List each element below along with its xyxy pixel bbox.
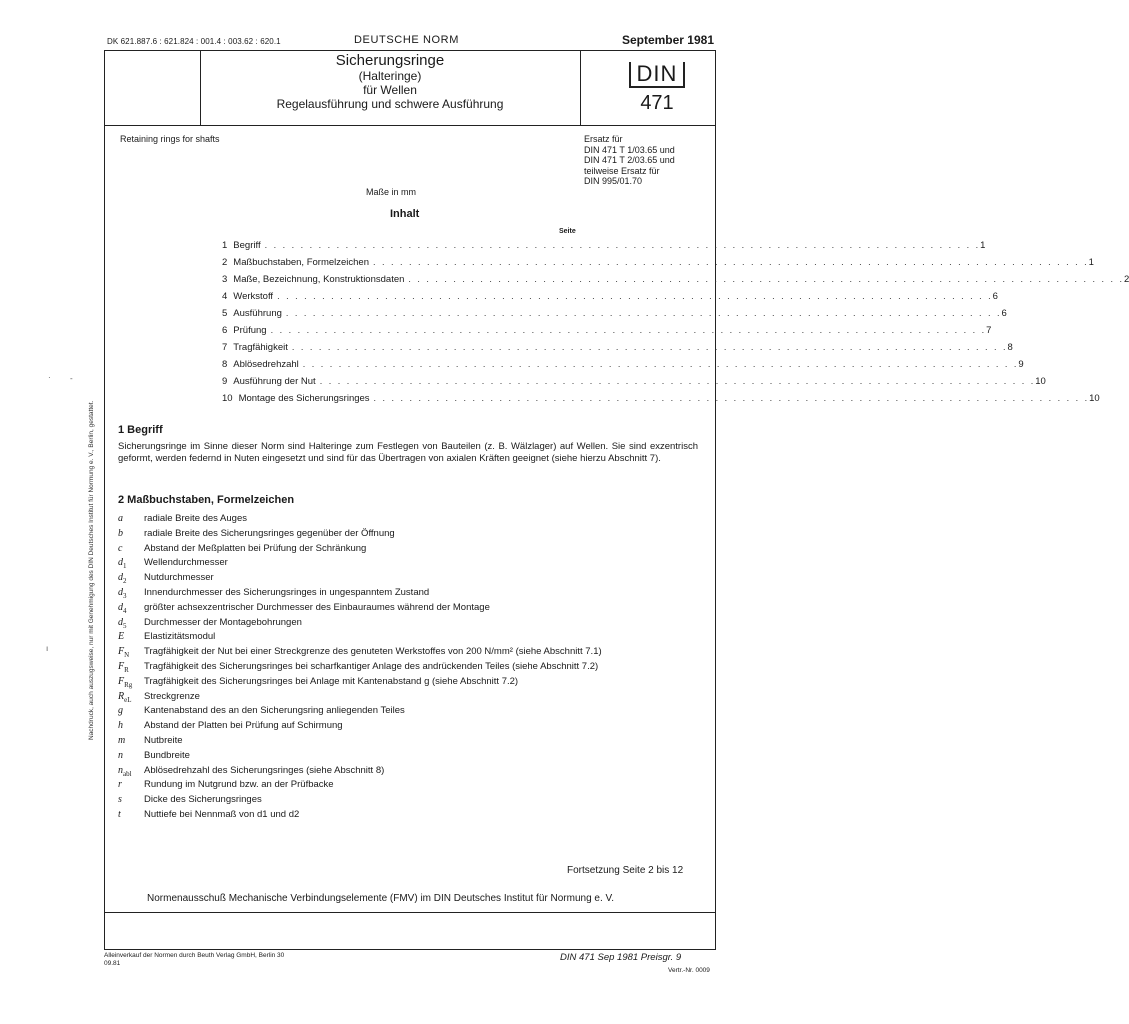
toc-label: Tragfähigkeit (233, 342, 288, 353)
toc-page: 2 (1123, 274, 1129, 285)
toc-number: 4 (222, 291, 228, 302)
toc-entry (222, 257, 1094, 274)
symbol: $d_2$ (118, 572, 127, 586)
toc-number: 10 (222, 393, 233, 404)
toc-page: 6 (1001, 308, 1007, 319)
symbol-entry (118, 617, 698, 632)
toc-page: 7 (986, 325, 992, 336)
symbol-entry (118, 543, 698, 558)
toc-entry (222, 274, 1129, 291)
symbol-entry (118, 557, 698, 572)
toc-number: 2 (222, 257, 228, 268)
continuation-note: Fortsetzung Seite 2 bis 12 (567, 865, 684, 876)
toc-entry (222, 240, 986, 257)
symbol-description: Nuttiefe bei Nennmaß von d1 und d2 (144, 808, 300, 820)
toc-page: 1 (1088, 257, 1094, 268)
publisher-note (104, 952, 284, 968)
table-of-contents (222, 240, 1129, 410)
symbol-description: Bundbreite (144, 749, 190, 761)
symbol-description: Streckgrenze (144, 690, 200, 702)
symbol: h (118, 720, 123, 732)
toc-leader: . . . . . . . . . . . . . . . . . . . . . . . . . . . . . . . . . . . . . . . . . . . . . . . . . . . . . . . . . . . . . . . . . . . . . . . . . . . . . . . . (264, 240, 981, 250)
toc-page: 9 (1018, 359, 1024, 370)
section-2-heading: 2 Maßbuchstaben, Formelzeichen (118, 494, 295, 506)
symbol-description: Wellendurchmesser (144, 557, 228, 569)
scan-mark: ı (46, 644, 49, 653)
symbol-entry (118, 735, 698, 750)
scan-mark: · (48, 373, 51, 382)
toc-label: Ablösedrehzahl (233, 359, 299, 370)
symbol-entry (118, 602, 698, 617)
toc-label: Ausführung (233, 308, 282, 319)
toc-label: Maße, Bezeichnung, Konstruktionsdaten (233, 274, 405, 285)
toc-label: Montage des Sicherungsringes (238, 393, 370, 404)
toc-label: Begriff (233, 240, 261, 251)
symbol: t (118, 808, 121, 820)
symbol-description: Ablösedrehzahl des Sicherungsringes (siehe Abschnitt 8) (144, 764, 385, 776)
replacement-line: DIN 471 T 2/03.65 und (584, 155, 675, 165)
toc-entry (222, 359, 1024, 376)
symbol-entry (118, 528, 698, 543)
symbol-entry (118, 750, 698, 765)
toc-number: 8 (222, 359, 228, 370)
contents-heading: Inhalt (390, 208, 420, 220)
replacement-line: DIN 995/01.70 (584, 176, 643, 186)
toc-leader: . . . . . . . . . . . . . . . . . . . . . . . . . . . . . . . . . . . . . . . . . . . . . . . . . . . . . . . . . . . . . . . . . . . . . . . . . . . . . . . . (408, 274, 1124, 284)
symbol-entry (118, 705, 698, 720)
replacement-line: teilweise Ersatz für (584, 165, 660, 176)
symbol-entry (118, 809, 698, 824)
symbol-description: radiale Breite des Sicherungsringes gegenüber der Öffnung (144, 527, 395, 539)
symbol-description: größter achsexzentrischer Durchmesser des Einbauraumes während der Montage (144, 601, 490, 613)
symbol: $n_{abl}$ (118, 764, 132, 778)
replacement-line: DIN 471 T 1/03.65 und (584, 144, 675, 155)
symbol-description: Tragfähigkeit des Sicherungsringes bei Anlage mit Kantenabstand g (siehe Abschnitt 7.2) (144, 675, 519, 687)
toc-number: 3 (222, 274, 228, 285)
toc-leader: . . . . . . . . . . . . . . . . . . . . . . . . . . . . . . . . . . . . . . . . . . . . . . . . . . . . . . . . . . . . . . . . . . . . . . . . . . . . . . . . (270, 325, 987, 335)
symbol: s (118, 794, 122, 806)
document-subtitle-2: für Wellen (363, 83, 417, 97)
title-divider-right (580, 50, 581, 125)
symbol-entry (118, 513, 698, 528)
symbol-description: Durchmesser der Montagebohrungen (144, 616, 302, 628)
symbol: a (118, 513, 123, 524)
din-number: 471 (640, 92, 674, 114)
toc-number: 1 (222, 240, 228, 251)
symbol: m (118, 734, 126, 746)
toc-entry (222, 342, 1013, 359)
symbol-entry (118, 676, 698, 691)
symbol-description: Abstand der Meßplatten bei Prüfung der Schränkung (144, 542, 367, 554)
symbol-entry (118, 720, 698, 735)
symbol-entry (118, 765, 698, 780)
symbol-description: Rundung im Nutgrund bzw. an der Prüfbacke (144, 779, 334, 791)
symbol: $F_R$ (118, 660, 129, 674)
symbol: g (118, 705, 123, 717)
symbol-entry (118, 587, 698, 602)
symbol-entry (118, 779, 698, 794)
toc-leader: . . . . . . . . . . . . . . . . . . . . . . . . . . . . . . . . . . . . . . . . . . . . . . . . . . . . . . . . . . . . . . . . . . . . . . . . . . . . . . . . (291, 342, 1008, 352)
toc-label: Ausführung der Nut (233, 376, 316, 387)
header-rule (104, 125, 716, 126)
symbol-description: Dicke des Sicherungsringes (144, 794, 262, 806)
section-1-text: Sicherungsringe im Sinne dieser Norm sind Halteringe zum Festlegen von Bauteilen (z. B. Wälzlager) auf Wellen. Sie sind exzentrisch geformt, werden federnd in Nuten eingesetzt und sind für das Übertragen von axialen Kräften geeignet (siehe hierzu Abschnitt 7). (118, 441, 698, 464)
toc-entry (222, 308, 1007, 325)
reprint-notice: Nachdruck, auch auszugsweise, nur mit Genehmigung des DIN Deutsches Institut für Normung e. V., Berlin, gestattet. (88, 400, 95, 740)
symbol: $R_{eL}$ (118, 690, 132, 704)
symbol-description: radiale Breite des Auges (144, 513, 247, 524)
dk-classification: DK 621.887.6 : 621.824 : 001.4 : 003.62 : 620.1 (107, 37, 281, 46)
symbol: r (118, 779, 122, 791)
symbol: n (118, 749, 123, 761)
toc-number: 5 (222, 308, 228, 319)
document-title: Sicherungsringe (335, 52, 445, 69)
din-logo: DIN (629, 62, 686, 88)
toc-leader: . . . . . . . . . . . . . . . . . . . . . . . . . . . . . . . . . . . . . . . . . . . . . . . . . . . . . . . . . . . . . . . . . . . . . . . . . . . . . . . . (285, 308, 1002, 318)
symbol: c (118, 542, 123, 554)
title-block (200, 52, 580, 111)
symbol: $d_5$ (118, 616, 127, 630)
toc-page: 10 (1035, 376, 1046, 387)
toc-number: 9 (222, 376, 228, 387)
scan-mark: - (70, 374, 73, 383)
toc-page: 6 (992, 291, 998, 302)
symbol-entry (118, 572, 698, 587)
symbol-entry (118, 794, 698, 809)
symbol-description: Elastizitätsmodul (144, 631, 216, 643)
issue-date: September 1981 (621, 33, 714, 47)
symbol-list (118, 513, 698, 824)
toc-leader: . . . . . . . . . . . . . . . . . . . . . . . . . . . . . . . . . . . . . . . . . . . . . . . . . . . . . . . . . . . . . . . . . . . . . . . . . . . . . . . . (277, 291, 993, 301)
units-note: Maße in mm (366, 187, 417, 197)
toc-leader: . . . . . . . . . . . . . . . . . . . . . . . . . . . . . . . . . . . . . . . . . . . . . . . . . . . . . . . . . . . . . . . . . . . . . . . . . . . . . . . . (373, 393, 1090, 403)
din-logo-box (598, 52, 716, 115)
footer-rule (104, 912, 716, 913)
document-subtitle-1: (Halteringe) (358, 69, 422, 83)
replacement-line: Ersatz für (584, 134, 623, 144)
toc-entry (222, 393, 1100, 410)
symbol-description: Nutbreite (144, 734, 183, 746)
toc-entry (222, 325, 992, 342)
toc-number: 7 (222, 342, 228, 353)
symbol: $d_4$ (118, 601, 127, 615)
document-reference: DIN 471 Sep 1981 Preisgr. 9 (560, 952, 682, 963)
section-1-heading: 1 Begriff (118, 424, 163, 436)
symbol-description: Nutdurchmesser (144, 572, 214, 584)
toc-label: Werkstoff (233, 291, 274, 302)
symbol: $d_3$ (118, 586, 127, 600)
page-column-label: Seite (559, 228, 576, 235)
symbol-entry (118, 646, 698, 661)
symbol-entry (118, 691, 698, 706)
symbol: E (118, 631, 125, 643)
symbol: $F_N$ (118, 646, 130, 660)
symbol: $d_1$ (118, 557, 127, 571)
english-title: Retaining rings for shafts (120, 134, 220, 144)
toc-leader: . . . . . . . . . . . . . . . . . . . . . . . . . . . . . . . . . . . . . . . . . . . . . . . . . . . . . . . . . . . . . . . . . . . . . . . . . . . . . . . . (319, 376, 1036, 386)
symbol-description: Abstand der Platten bei Prüfung auf Schirmung (144, 720, 343, 732)
toc-label: Maßbuchstaben, Formelzeichen (233, 257, 370, 268)
toc-label: Prüfung (233, 325, 267, 336)
symbol-entry (118, 661, 698, 676)
publisher-date: 09.81 (104, 960, 121, 967)
symbol-description: Tragfähigkeit der Nut bei einer Streckgrenze des genuteten Werkstoffes von 200 N/mm² (siehe Abschnitt 7.1) (144, 646, 602, 658)
publisher-line: Alleinverkauf der Normen durch Beuth Verlag GmbH, Berlin 30 (104, 952, 285, 959)
symbol-description: Tragfähigkeit des Sicherungsringes bei scharfkantiger Anlage des andrückenden Teiles (siehe Abschnitt 7.2) (144, 660, 599, 672)
symbol: $F_{Rg}$ (118, 675, 133, 689)
symbol-entry (118, 631, 698, 646)
toc-leader: . . . . . . . . . . . . . . . . . . . . . . . . . . . . . . . . . . . . . . . . . . . . . . . . . . . . . . . . . . . . . . . . . . . . . . . . . . . . . . . . (373, 257, 1089, 267)
symbol: b (118, 527, 123, 539)
toc-page: 8 (1007, 342, 1013, 353)
distribution-number: Vertr.-Nr. 0009 (668, 967, 710, 974)
document-subtitle-3: Regelausführung und schwere Ausführung (276, 97, 504, 111)
committee-note: Normenausschuß Mechanische Verbindungselemente (FMV) im DIN Deutsches Institut für Normung e. V. (147, 893, 615, 904)
replacement-info (584, 134, 675, 187)
toc-leader: . . . . . . . . . . . . . . . . . . . . . . . . . . . . . . . . . . . . . . . . . . . . . . . . . . . . . . . . . . . . . . . . . . . . . . . . . . . . . . . . (302, 359, 1019, 369)
toc-page: 1 (980, 240, 986, 251)
toc-entry (222, 376, 1046, 393)
toc-page: 10 (1089, 393, 1100, 404)
symbol-description: Kantenabstand des an den Sicherungsring anliegenden Teiles (144, 705, 405, 717)
toc-number: 6 (222, 325, 228, 336)
symbol-description: Innendurchmesser des Sicherungsringes in ungespanntem Zustand (144, 586, 430, 598)
norm-label: DEUTSCHE NORM (354, 34, 459, 46)
toc-entry (222, 291, 998, 308)
